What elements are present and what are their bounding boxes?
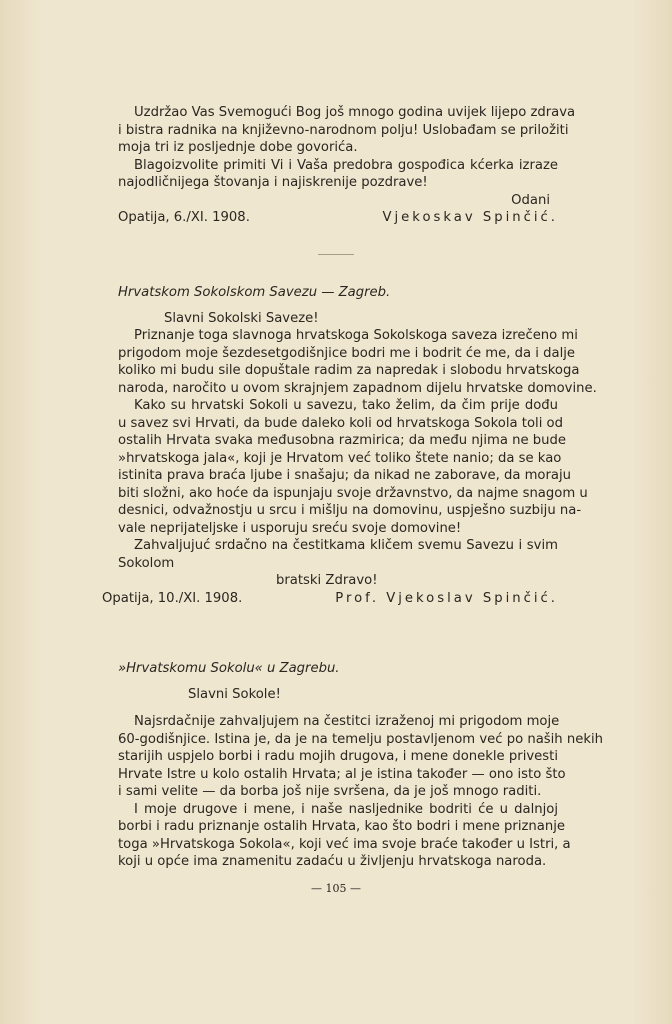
text-line: starijih uspjelo borbi i radu mojih drugova, i mene donekle privesti xyxy=(118,749,558,764)
text-line: Hrvate Istre u kolo ostalih Hrvata; al je istina također — ono isto što xyxy=(118,766,566,782)
letter-2 xyxy=(102,284,597,607)
letter-2-signature: Prof. Vjekoslav Spinčić. xyxy=(335,590,558,606)
letter-1-closing: Odani xyxy=(511,192,550,208)
text-line: Priznanje toga slavnoga hrvatskoga Sokolskoga saveza izrečeno mi xyxy=(134,328,578,343)
letter-3-paragraph-2 xyxy=(118,801,571,871)
letter-1-signature-row xyxy=(118,209,558,227)
letter-3 xyxy=(118,660,603,871)
letter-3-salutation: Slavni Sokole! xyxy=(188,686,281,702)
text-line: u savez svi Hrvati, da bude daleko koli od hrvatskoga Sokola toli od xyxy=(118,415,563,431)
letter-2-paragraph-3 xyxy=(118,537,558,572)
text-line: Zahvaljujuć srdačno na čestitkama kličem svemu Savezu i svim xyxy=(134,538,558,553)
text-line: naroda, naročito u ovom skrajnjem zapadnom dijelu hrvatske domovine. xyxy=(118,380,597,396)
letter-1-place-date: Opatija, 6./XI. 1908. xyxy=(118,210,250,225)
text-line: ostalih Hrvata svaka međusobna razmirica; da među njima ne bude xyxy=(118,433,566,448)
text-line: 60-godišnjice. Istina je, da je na temelju postavljenom već po naših nekih xyxy=(118,731,603,747)
text-line: I moje drugove i mene, i naše nasljednike bodriti će u dalnjoj xyxy=(134,801,558,817)
text-line: biti složni, ako hoće da ispunjaju svoje državnstvo, da najme snagom u xyxy=(118,485,588,501)
letter-2-paragraph-2 xyxy=(118,397,588,537)
letter-2-paragraph-1 xyxy=(118,327,597,397)
letter-2-closing: bratski Zdravo! xyxy=(276,573,378,588)
text-line: koliko mi budu sile dopuštale radim za napredak i slobodu hrvatskoga xyxy=(118,363,580,378)
text-line: Uzdržao Vas Svemogući Bog još mnogo godina uvijek lijepo zdrava xyxy=(134,105,576,120)
section-divider xyxy=(318,254,354,255)
text-line: desnici, odvažnostju u srcu i mišlju na domovinu, uspješno suzbiju na- xyxy=(118,503,582,518)
text-line: Blagoizvolite primiti Vi i Vaša predobra gospođica kćerka izraze xyxy=(134,157,558,173)
page-number: — 105 — xyxy=(311,882,361,895)
text-line: najodličnijega štovanja i najiskrenije pozdrave! xyxy=(118,175,428,190)
text-line: istinita prava braća ljube i snašaju; da nikad ne zaborave, da moraju xyxy=(118,468,572,483)
letter-3-heading: »Hrvatskomu Sokolu« u Zagrebu. xyxy=(118,661,340,676)
text-line: i bistra radnika na književno-narodnom polju! Uslobađam se priložiti xyxy=(118,122,569,138)
text-line: Kako su hrvatski Sokoli u savezu, tako želim, da čim prije dođu xyxy=(134,398,558,413)
text-line: Najsrdačnije zahvaljujem na čestitci izraženoj mi prigodom moje xyxy=(134,714,560,729)
letter-2-signature-row xyxy=(102,590,558,608)
text-line: borbi i radu priznanje ostalih Hrvata, kao što bodri i mene priznanje xyxy=(118,819,566,834)
letter-1-signature: Vjekoskav Spinčić. xyxy=(382,210,558,225)
letter-1-paragraph-1 xyxy=(118,104,576,157)
text-line: i sami velite — da borba još nije svršena, da je još mnogo raditi. xyxy=(118,784,542,799)
text-line: prigodom moje šezdesetgodišnjice bodri me i bodrit će me, da i dalje xyxy=(118,345,576,361)
text-line: koji u opće ima znamenitu zadaću u življenju hrvatskoga naroda. xyxy=(118,854,547,869)
letter-1-paragraph-2 xyxy=(118,157,558,192)
letter-3-paragraph-1 xyxy=(118,713,603,801)
text-line: Sokolom xyxy=(118,555,175,571)
text-line: moja tri iz posljednje dobe govorića. xyxy=(118,140,358,155)
letter-2-heading: Hrvatskom Sokolskom Savezu — Zagreb. xyxy=(118,285,391,300)
text-line: toga »Hrvatskoga Sokola«, koji već ima svoje braće također u Istri, a xyxy=(118,836,571,852)
text-line: vale neprijateljske i usporuju sreću svoje domovine! xyxy=(118,520,462,536)
text-line: »hrvatskoga jala«, koji je Hrvatom već toliko štete nanio; da se kao xyxy=(118,450,562,466)
letter-2-salutation: Slavni Sokolski Saveze! xyxy=(164,310,319,326)
letter-1 xyxy=(118,104,576,227)
letter-2-place-date: Opatija, 10./XI. 1908. xyxy=(102,590,243,606)
